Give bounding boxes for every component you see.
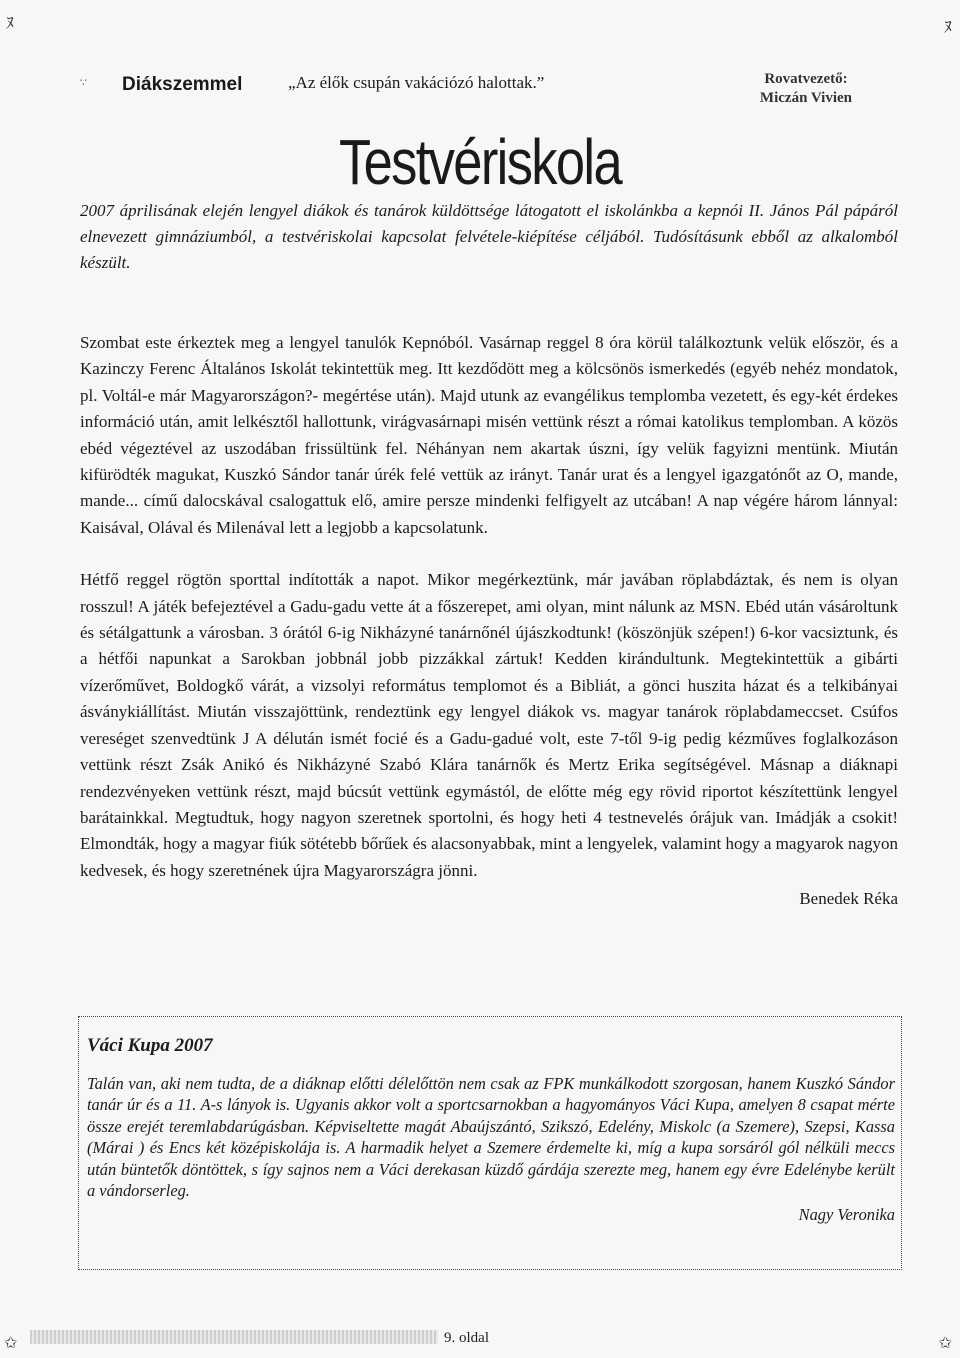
editor-name: Miczán Vivien [759,90,852,106]
article-paragraph: Hétfő reggel rögtön sporttal indították a napot. Mikor megérkeztünk, már javában röplabdáztak, és nem is olyan rosszul! A játék befejeztével a Gadu-gadu vette át a főszerepet, ami olyan, mint nálunk az MSN. Ebéd után vásároltunk és sétálgattunk a városban. 3 órától 6-ig Nikházyné tanárnőnél újászkodtunk! (köszönjük szépen!) 6-kor vacsiztunk, és a hétfői napunkat a Sarokban jobbnál jobb pizzákkal zártuk! Kedden kirándultunk. Megtekintettük a gibárti vízerőművet, Boldogkő várát, a vizsolyi református templomot és a Bibliát, a gönci huszita házat és a telkibányai ásványkiállítást. Miután visszajöttünk, rendeztünk egy lengyel diákok vs. magyar tanárok röplabdameccset. Csúfos vereséget szenvedtünk J A délután ismét focié és a Gadu-gadué volt, este 7-től 9-ig pedig kézműves foglalkozáson vettünk részt Zsák Anikó és Nikházyné Szabó Klára tanárnők és Mertz Erika segítségével. Másnap a diáknapi rendezvényeken vettünk részt, majd búcsút vettünk egymástól, de előtte még egy rövid riportot készítettünk lengyel barátainkkal. Megtudtuk, hogy nagyon szeretnek sportolni, és hogy heti 4 testnevelés órájuk van. Imádják a csokit! Elmondták, hogy a magyar fiúk sötétebb bőrűek és alacsonyabbak, mint a lengyelek, valamint hogy a magyarok nagyon kedvesek, és hogy szeretnének újra Magyarországra jönni. [80,570,898,880]
star-icon: ✩ [938,1333,952,1352]
star-icon: ✩ [4,1333,18,1352]
article-lead: 2007 áprilisának elején lengyel diákok és tanárok küldöttsége látogatott el iskolánkba a kepnói II. János Pál pápáról elnevezett gimnáziumból, a testvériskolai kapcsolat felvétele-kiépítése céljából. Tudósításunk ebből az alkalomból készült. [80,201,898,272]
section-name: Diákszemmel [122,74,243,95]
article-paragraph: Szombat este érkeztek meg a lengyel tanulók Kepnóból. Vasárnap reggel 8 óra körül találkoztunk velük először, és a Kazinczy Ferenc Általános Iskolát tekintettük meg. Itt kezdődött meg a kölcsönös ismerkedés (egyéb nehéz mondatok, pl. Voltál-e már Magyarországon?- megértése után). Majd utunk az evangélikus templomba vezetett, és egy-két érdekes információ után, amit lelkésztől hallottunk, virágvasárnapi misén vettünk részt a római katolikus templomban. A közös ebéd végeztével az uszodában frissültünk fel. Néhányan nem akartak úszni, így velük fagyizni mentünk. Miután kifürödték magukat, Kuszkó Sándor tanár úrék felé vettük az irányt. Tanár urat és a lengyel igazgatónőt az O, mande, mande... című dalocskával csalogattuk elő, amire persze mindenki felfigyelt az utcában! A nap végére három lánnyal: Kaisával, Olával és Milenával lett a legjobb a kapcsolatunk. [80,333,898,537]
article-author: Benedek Réka [799,889,898,909]
section-motto: „Az élők csupán vakációzó halottak.” [288,73,545,92]
footer-bar [30,1330,438,1344]
box-author: Nagy Veronika [798,1205,895,1225]
article-body [80,330,898,913]
article-title: Testvériskola [338,126,622,198]
sidebar-box [78,1016,902,1270]
page-header [80,66,860,116]
box-title: Váci Kupa 2007 [87,1035,213,1056]
section-marker-icon: ∵ [80,76,87,89]
box-text: Talán van, aki nem tudta, de a diáknap előtti délelőttön nem csak az FPK munkálkodott szorgosan, hanem Kuszkó Sándor tanár úr és a 11. A-s lányok is. Ugyanis akkor volt a sportcsarnokban a hagyományos Váci Kupa, amelyen 8 csapat mérte össze erejét teremlabdarúgásban. Képviseltette magát Abaújszántó, Szikszó, Edelény, Miskolc (a Szemere), Szepsi, Kassa (Márai ) és Encs két középiskolája is. A harmadik helyet a Szemere érdemelte ki, míg a kupa sorsáról gól nélküli meccs után büntetők döntöttek, s így sajnos nem a Váci derekasan küzdő gárdája szerezte meg, hanem egy évre Edelénybe került a vándorserleg. [87,1074,895,1201]
corner-scribble-icon: ﾇ [6,13,15,32]
editor-label: Rovatvezető: [764,71,848,87]
page-number: 9. oldal [444,1330,489,1346]
corner-scribble-icon: ﾇ [943,17,952,36]
section-editor [760,70,852,108]
